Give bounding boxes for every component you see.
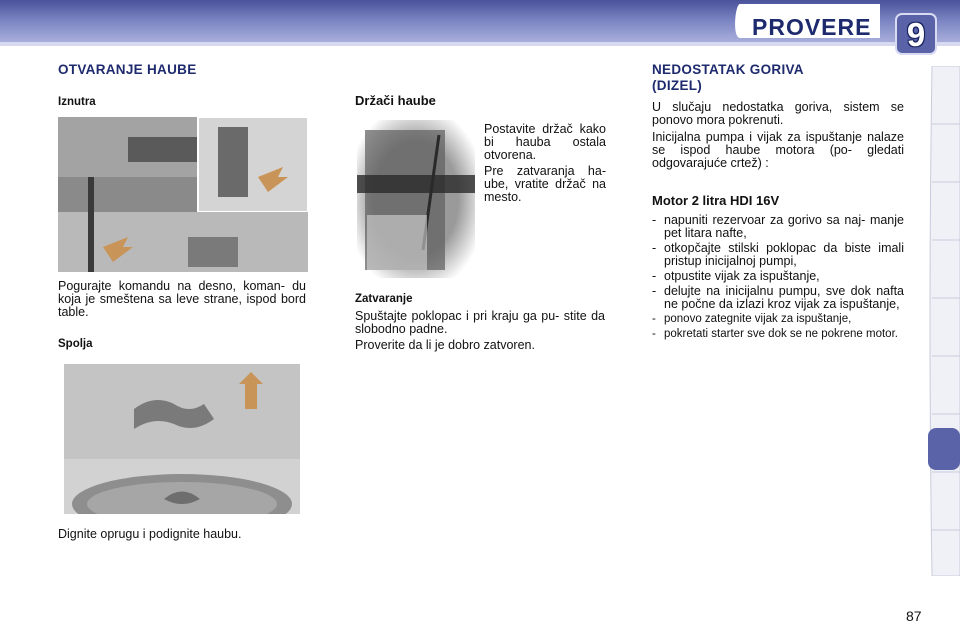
subheading-engine: Motor 2 litra HDI 16V	[652, 193, 780, 208]
photo-external-hood-latch	[64, 364, 300, 514]
photo-hood-release-lever	[58, 117, 308, 272]
fuel-intro-2: Inicijalna pumpa i vijak za ispuštanje nalaze se ispod haube motora (po- gledati odgovarajuće crtež) :	[652, 130, 904, 170]
fuel-steps-list	[650, 214, 904, 343]
outside-text: Dignite oprugu i podignite haubu.	[58, 527, 242, 541]
page-number: 87	[906, 608, 922, 624]
section-title-hood-props: Držači haube	[355, 93, 436, 108]
section-title-hood-opening: OTVARANJE HAUBE	[58, 62, 197, 77]
prop-text-2: Pre zatvaranja ha- ube, vratite držač na mesto.	[484, 164, 606, 204]
list-item: - pokretati starter sve dok se ne pokrene motor.	[650, 328, 904, 341]
prop-text-1: Postavite držač kako bi hauba ostala otvorena.	[484, 122, 606, 162]
subheading-closing: Zatvaranje	[355, 293, 413, 305]
chapter-number: 9	[906, 16, 926, 53]
inside-text: Pogurajte komandu na desno, koman- du koja je smeštena sa leve strane, ispod bord table.	[58, 279, 306, 319]
list-item: - napuniti rezervoar za gorivo sa naj- manje pet litara nafte,	[650, 214, 904, 240]
chapter-tabs	[922, 66, 960, 576]
list-item: - otkopčajte stilski poklopac da biste imali pristup inicijalnoj pumpi,	[650, 242, 904, 268]
photo-hood-prop-rod	[357, 120, 475, 278]
section-title-fuel-line1: NEDOSTATAK GORIVA	[652, 62, 804, 77]
section-title-fuel-line2: (DIZEL)	[652, 78, 703, 93]
fuel-intro-1: U slučaju nedostatka goriva, sistem se ponovo mora pokrenuti.	[652, 100, 904, 127]
chapter-title: PROVERE	[752, 14, 872, 40]
closing-text-1: Spuštajte poklopac i pri kraju ga pu- stite da slobodno padne.	[355, 309, 605, 336]
list-item: - ponovo zategnite vijak za ispuštanje,	[650, 313, 904, 326]
list-item: - otpustite vijak za ispuštanje,	[650, 270, 904, 283]
subheading-outside: Spolja	[58, 338, 93, 350]
closing-text-2: Proverite da li je dobro zatvoren.	[355, 338, 535, 352]
list-item: - delujte na inicijalnu pumpu, sve dok nafta ne počne da izlazi kroz vijak za ispuštanje,	[650, 285, 904, 311]
subheading-inside: Iznutra	[58, 96, 96, 108]
